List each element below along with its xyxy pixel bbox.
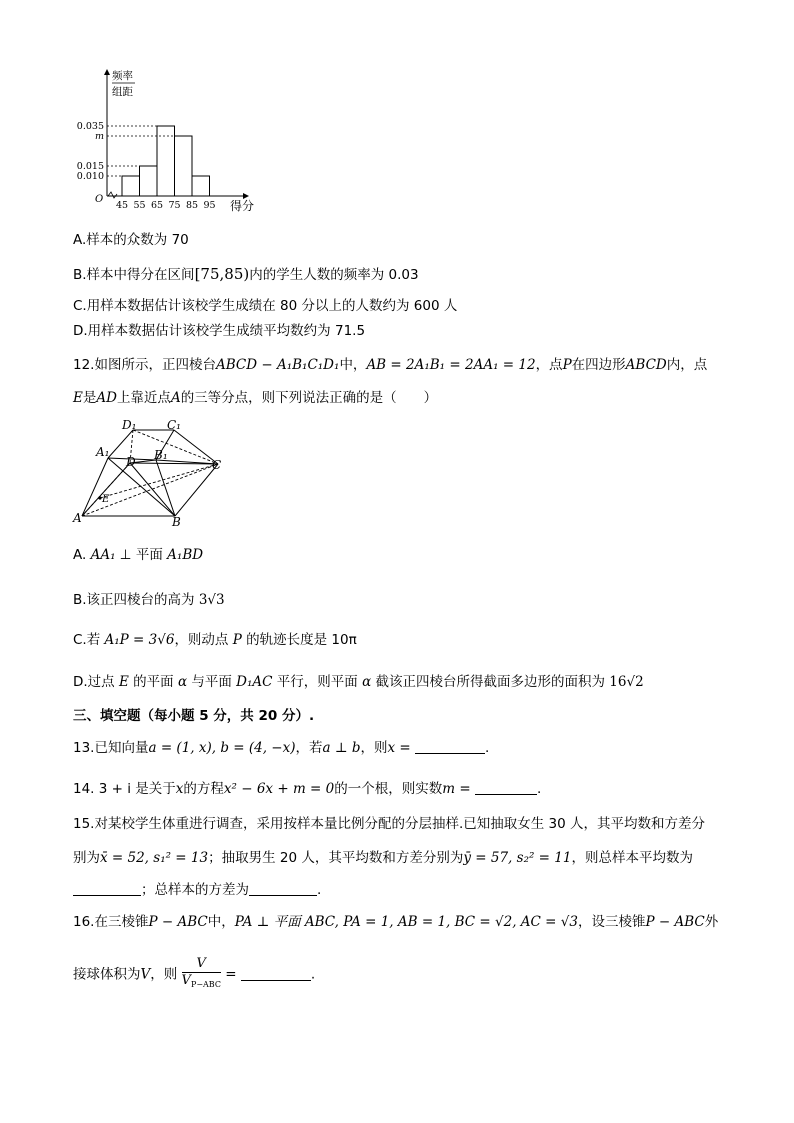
q12-number: 12.如图所示，正四棱台 bbox=[73, 357, 216, 373]
q12-option-d-c: 平行，则平面 bbox=[272, 674, 363, 690]
q15-line2-post: ，则总样本平均数为 bbox=[571, 850, 693, 866]
q14-end: . bbox=[536, 781, 542, 797]
q16-conditions: PA ⊥ 平面 ABC, PA = 1, AB = 1, BC = √2, AC = √3 bbox=[234, 914, 578, 930]
q16-fraction-denominator bbox=[182, 973, 221, 993]
label-d: D bbox=[126, 455, 136, 469]
q16-line2 bbox=[73, 956, 315, 993]
q14-post: 的一个根，则实数 bbox=[334, 781, 443, 797]
q16-den-sub: P−ABC bbox=[190, 980, 221, 989]
q12-equation: AB = 2A₁B₁ = 2AA₁ = 12 bbox=[366, 357, 536, 373]
q12-option-d-e: E bbox=[118, 674, 129, 690]
y-tick-label: m bbox=[94, 131, 104, 142]
q12-text-b: 上靠近点 bbox=[116, 390, 171, 406]
x-tick-label: 95 bbox=[203, 200, 216, 211]
y-label-bottom: 组距 bbox=[112, 86, 133, 98]
q14-answer-blank[interactable] bbox=[475, 780, 537, 795]
q16-outer: 外 bbox=[704, 914, 719, 930]
q11-option-b-interval: [75,85) bbox=[194, 265, 250, 283]
q11-option-b bbox=[73, 264, 419, 285]
axis-break bbox=[108, 192, 117, 198]
q16-answer-blank[interactable] bbox=[241, 966, 311, 981]
q12-point-p: P bbox=[562, 357, 572, 373]
q13-post: ，则 bbox=[360, 740, 388, 756]
q12-option-a bbox=[73, 545, 203, 565]
q12-inside: 内，点 bbox=[666, 357, 708, 373]
q16-equals: = bbox=[220, 966, 241, 983]
label-e: E bbox=[102, 494, 110, 505]
q14-m: m = bbox=[442, 781, 471, 797]
label-c1: C₁ bbox=[167, 418, 181, 432]
q12-point-a: A bbox=[170, 390, 181, 406]
q16-post: ，设三棱锥 bbox=[577, 914, 646, 930]
q14-pre: 14. 3 + i 是关于 bbox=[73, 781, 176, 797]
q12-point-pre: ，点 bbox=[535, 357, 563, 373]
q15-boys-stats: ȳ = 57, s₂² = 11 bbox=[463, 850, 572, 866]
q16-v: V bbox=[140, 966, 151, 983]
x-axis-label: 得分 bbox=[230, 199, 255, 213]
q16-zhong: 中， bbox=[207, 914, 235, 930]
label-a1: A₁ bbox=[96, 445, 110, 459]
q12-option-c-math: A₁P = 3√6 bbox=[104, 632, 175, 648]
q12-option-a-perp: ⊥ 平面 bbox=[115, 547, 168, 563]
q12-text-c: 的三等分点，则下列说法正确的是（ ） bbox=[180, 390, 438, 406]
q15-variance-blank[interactable] bbox=[249, 881, 317, 896]
q15-line3 bbox=[73, 880, 321, 900]
q13-condition: a ⊥ b bbox=[322, 740, 361, 756]
q12-option-c-post: ，则动点 bbox=[174, 632, 233, 648]
y-tick-label: 0.010 bbox=[76, 171, 104, 182]
q16-then: ，则 bbox=[150, 966, 178, 983]
q12-option-a-math1: AA₁ bbox=[90, 547, 116, 563]
histogram-bar bbox=[192, 176, 210, 196]
q15-line2-mid: ；抽取男生 20 人，其平均数和方差分别为 bbox=[208, 850, 464, 866]
y-tick-label: 0.035 bbox=[76, 121, 104, 132]
origin-label: O bbox=[95, 194, 104, 205]
q12-option-a-math2: A₁BD bbox=[167, 547, 204, 563]
q12-option-d-pre: D.过点 bbox=[73, 674, 119, 690]
q12-zhong: 中， bbox=[339, 357, 367, 373]
q12-option-d-alpha2: α bbox=[362, 674, 372, 690]
q12-option-b-math: 3√3 bbox=[198, 592, 225, 608]
section-3-heading: 三、填空题（每小题 5 分，共 20 分）. bbox=[73, 708, 315, 724]
label-c: C bbox=[212, 458, 222, 472]
q16-pre: 16.在三棱锥 bbox=[73, 914, 149, 930]
histogram-bar bbox=[175, 136, 193, 196]
q12-option-c-end: 的轨迹长度是 10π bbox=[241, 632, 357, 648]
q13-vectors: a = (1, x), b = (4, −x) bbox=[148, 740, 296, 756]
q13-x: x = bbox=[387, 740, 411, 756]
q12-option-d bbox=[73, 672, 644, 692]
q14 bbox=[73, 779, 541, 799]
q14-x: x bbox=[175, 781, 184, 797]
q12-point-e: E bbox=[73, 390, 83, 406]
q12-option-d-alpha: α bbox=[177, 674, 188, 690]
q12-stem-line2 bbox=[73, 388, 437, 408]
x-tick-label: 55 bbox=[133, 200, 146, 211]
q11-option-a: A.样本的众数为 70 bbox=[73, 232, 189, 248]
q16-tetrahedron-2: P − ABC bbox=[645, 914, 705, 930]
q12-option-b-pre: B.该正四棱台的高为 bbox=[73, 592, 199, 608]
q12-option-d-b: 与平面 bbox=[187, 674, 237, 690]
q15-line2-pre: 别为 bbox=[73, 850, 100, 866]
q14-mid: 的方程 bbox=[183, 781, 224, 797]
q12-option-d-area: 16√2 bbox=[609, 674, 644, 690]
q15-line3-mid: ；总样本的方差为 bbox=[141, 882, 249, 898]
q15-girls-stats: x̄ = 52, s₁² = 13 bbox=[100, 850, 209, 866]
x-tick-label: 45 bbox=[115, 200, 129, 211]
q13-mid: ，若 bbox=[295, 740, 323, 756]
q12-option-d-plane: D₁AC bbox=[236, 674, 273, 690]
q11-option-c: C.用样本数据估计该校学生成绩在 80 分以上的人数约为 600 人 bbox=[73, 298, 458, 314]
q15-line1: 15.对某校学生体重进行调查，采用按样本量比例分配的分层抽样.已知抽取女生 30 人，其平均数和方差分 bbox=[73, 816, 706, 832]
q12-option-d-d: 截该正四棱台所得截面多边形的面积为 bbox=[371, 674, 610, 690]
q13-answer-blank[interactable] bbox=[415, 739, 485, 754]
q15-mean-blank[interactable] bbox=[73, 881, 141, 896]
q16-end: . bbox=[310, 966, 316, 983]
histogram-chart bbox=[70, 66, 270, 216]
q14-equation: x² − 6x + m = 0 bbox=[223, 781, 335, 797]
label-a: A bbox=[73, 511, 82, 525]
q12-abcd: ABCD bbox=[625, 357, 667, 373]
q15-line2 bbox=[73, 848, 693, 868]
q12-option-a-pre: A. bbox=[73, 547, 91, 563]
q13-pre: 13.已知向量 bbox=[73, 740, 149, 756]
q16-den-v: V bbox=[181, 973, 191, 988]
q12-text-a: 是 bbox=[82, 390, 97, 406]
q16-fraction-numerator: V bbox=[182, 956, 221, 973]
histogram-bar bbox=[157, 126, 175, 196]
q12-option-c-pre: C.若 bbox=[73, 632, 105, 648]
q11-option-b-pre: B.样本中得分在区间 bbox=[73, 267, 195, 283]
q11-option-b-post: 内的学生人数的频率为 0.03 bbox=[249, 267, 419, 283]
label-b: B bbox=[172, 515, 181, 529]
frustum-figure bbox=[70, 418, 240, 530]
q12-frustum: ABCD − A₁B₁C₁D₁ bbox=[215, 357, 340, 373]
q16-line1 bbox=[73, 912, 718, 932]
q12-stem-line1 bbox=[73, 355, 707, 375]
q16-line2-pre: 接球体积为 bbox=[73, 966, 141, 983]
q16-tetrahedron: P − ABC bbox=[148, 914, 208, 930]
q12-option-c bbox=[73, 630, 357, 650]
y-label-top: 频率 bbox=[112, 70, 133, 82]
q13-end: . bbox=[484, 740, 490, 756]
x-tick-label: 65 bbox=[150, 200, 164, 211]
q12-option-d-a: 的平面 bbox=[128, 674, 178, 690]
label-d1: D₁ bbox=[122, 418, 137, 432]
q13 bbox=[73, 738, 489, 758]
q12-option-b bbox=[73, 590, 225, 610]
q12-segment-ad: AD bbox=[96, 390, 117, 406]
x-tick-label: 75 bbox=[168, 200, 181, 211]
q15-line3-end: . bbox=[317, 882, 322, 898]
q12-option-c-p: P bbox=[232, 632, 242, 648]
y-tick-label: 0.015 bbox=[76, 161, 104, 172]
q12-in-quad: 在四边形 bbox=[571, 357, 626, 373]
label-b1: B₁ bbox=[154, 448, 168, 462]
x-tick-label: 85 bbox=[185, 200, 199, 211]
histogram-bar bbox=[140, 166, 158, 196]
histogram-bar bbox=[122, 176, 140, 196]
q16-fraction bbox=[182, 956, 221, 993]
q11-option-d: D.用样本数据估计该校学生成绩平均数约为 71.5 bbox=[73, 323, 366, 339]
